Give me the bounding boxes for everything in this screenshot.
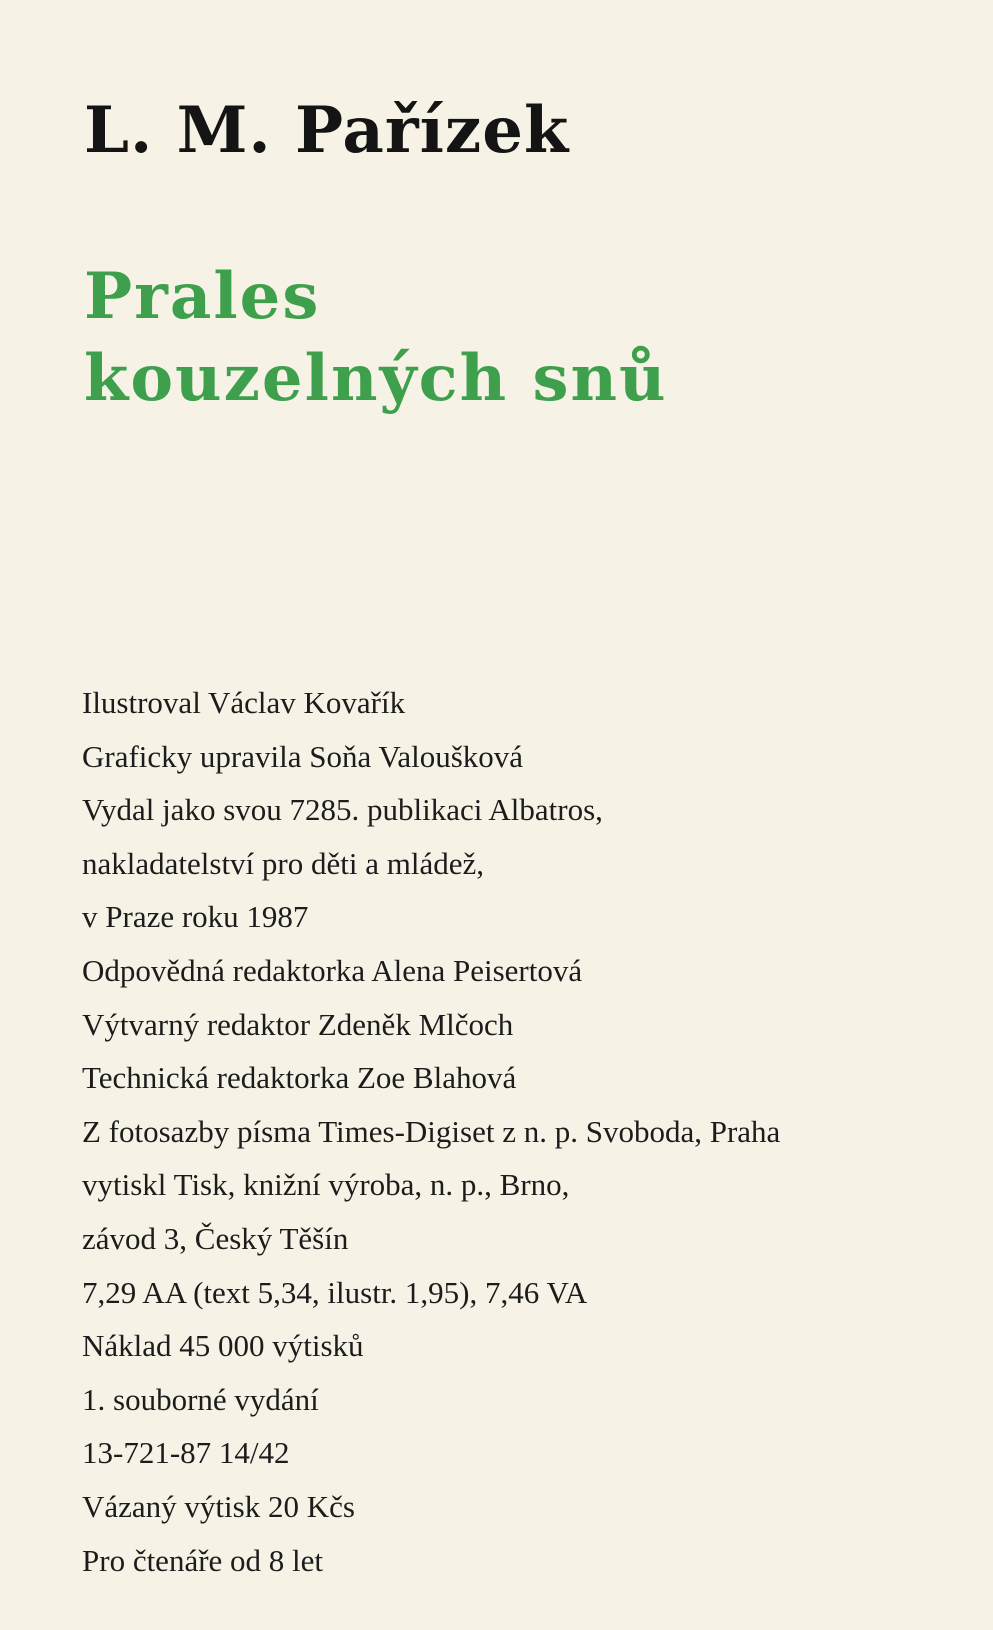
imprint-publisher-desc: nakladatelství pro děti a mládež, bbox=[82, 845, 484, 881]
book-title bbox=[84, 256, 668, 420]
imprint-art-editor: Výtvarný redaktor Zdeněk Mlčoch bbox=[82, 1006, 514, 1042]
imprint-catalog-number: 13-721-87 14/42 bbox=[82, 1435, 290, 1471]
imprint-price: Vázaný výtisk 20 Kčs bbox=[82, 1488, 355, 1524]
imprint-technical-editor: Technická redaktorka Zoe Blahová bbox=[82, 1060, 517, 1096]
imprint-graphic-design: Graficky upravila Soňa Valoušková bbox=[82, 738, 524, 774]
author-name: L. M. Pařízek bbox=[84, 93, 570, 168]
imprint-sheets: 7,29 AA (text 5,34, ilustr. 1,95), 7,46 VA bbox=[82, 1274, 588, 1310]
imprint-printer-plant: závod 3, Český Těšín bbox=[82, 1220, 349, 1256]
imprint-block bbox=[82, 676, 780, 1587]
book-title-line-1: Prales bbox=[84, 259, 321, 334]
imprint-printer: vytiskl Tisk, knižní výroba, n. p., Brno, bbox=[82, 1167, 570, 1203]
book-title-line-2: kouzelných snů bbox=[84, 341, 668, 416]
imprint-publisher: Vydal jako svou 7285. publikaci Albatros, bbox=[82, 792, 603, 828]
imprint-place-year: v Praze roku 1987 bbox=[82, 899, 309, 935]
imprint-illustrator: Ilustroval Václav Kovařík bbox=[82, 685, 406, 720]
imprint-print-run: Náklad 45 000 výtisků bbox=[82, 1328, 364, 1364]
imprint-edition: 1. souborné vydání bbox=[82, 1381, 319, 1417]
imprint-editor: Odpovědná redaktorka Alena Peisertová bbox=[82, 952, 583, 988]
imprint-age-rating: Pro čtenáře od 8 let bbox=[82, 1542, 324, 1578]
imprint-typesetting: Z fotosazby písma Times-Digiset z n. p. Svoboda, Praha bbox=[82, 1113, 781, 1149]
